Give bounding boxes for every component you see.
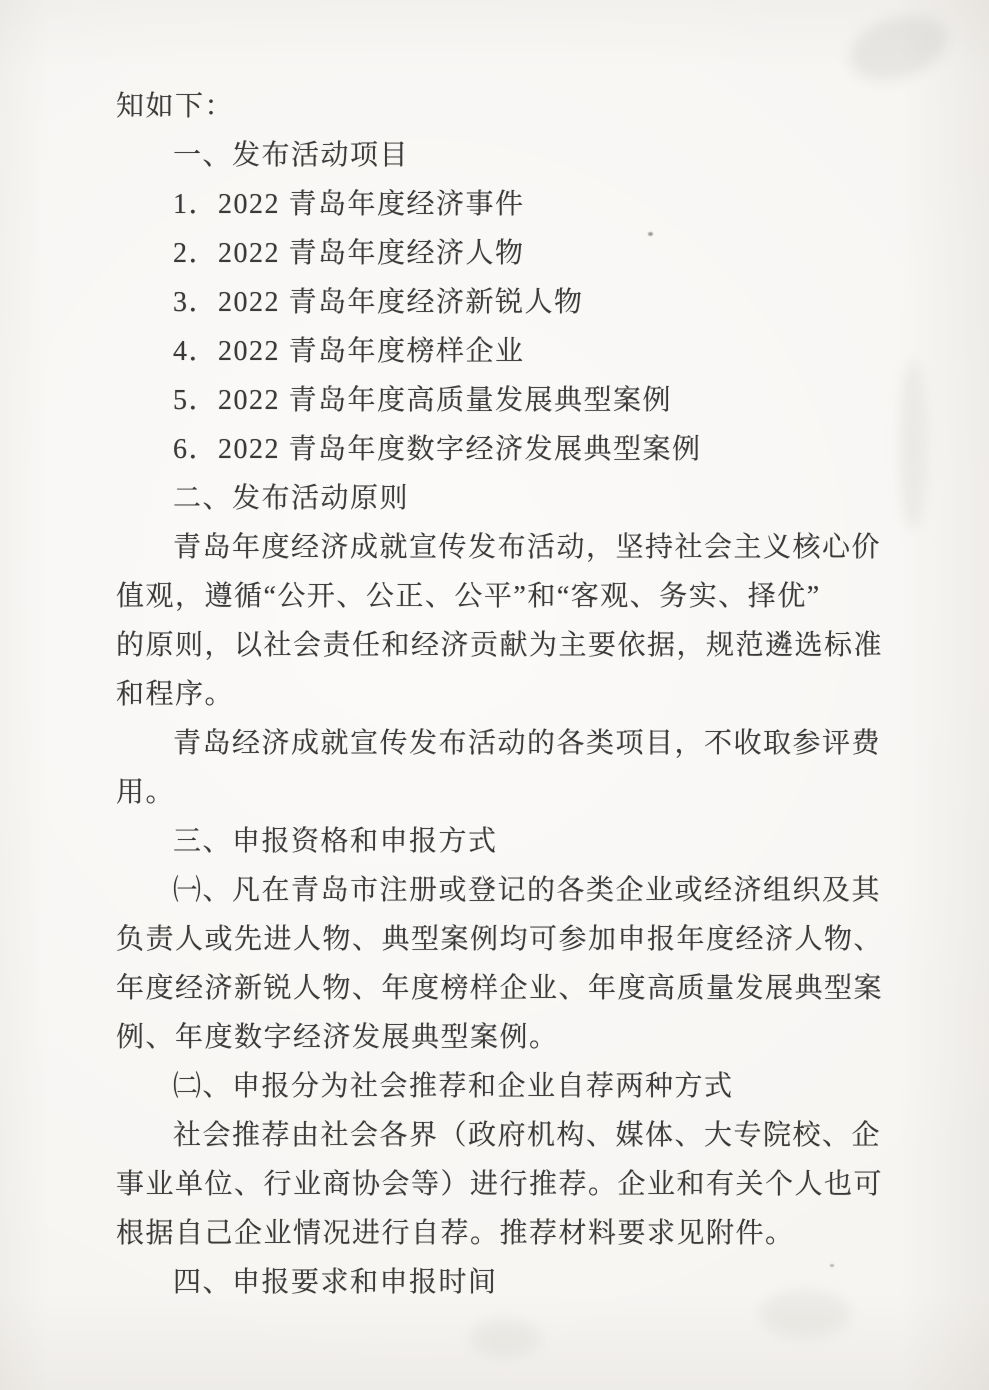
text-line: 值观，遵循“公开、公正、公平”和“客观、务实、择优” <box>116 581 821 612</box>
document-body <box>116 82 906 1307</box>
text-line: 青岛年度经济成就宣传发布活动，坚持社会主义核心价 <box>173 532 882 563</box>
text-line: 的原则，以社会责任和经济贡献为主要依据，规范遴选标准 <box>116 630 884 661</box>
text-line: 2．2022 青岛年度经济人物 <box>173 238 525 269</box>
text-line: 6．2022 青岛年度数字经济发展典型案例 <box>173 434 702 465</box>
text-line: 1．2022 青岛年度经济事件 <box>173 189 525 220</box>
text-line: 和程序。 <box>116 679 235 710</box>
text-line: 用。 <box>116 777 176 808</box>
text-line: 一、发布活动项目 <box>173 140 410 171</box>
text-line: 5．2022 青岛年度高质量发展典型案例 <box>173 385 673 416</box>
scan-smudge <box>470 1320 540 1356</box>
text-line: 二、发布活动原则 <box>173 483 410 514</box>
text-line: 4．2022 青岛年度榜样企业 <box>173 336 525 367</box>
text-line: 事业单位、行业商协会等）进行推荐。企业和有关个人也可 <box>116 1169 884 1200</box>
text-line: ㈠、凡在青岛市注册或登记的各类企业或经济组织及其 <box>173 875 882 906</box>
text-line: 四、申报要求和申报时间 <box>173 1267 498 1298</box>
text-line: 年度经济新锐人物、年度榜样企业、年度高质量发展典型案 <box>116 973 884 1004</box>
text-line: 社会推荐由社会各界（政府机构、媒体、大专院校、企 <box>173 1120 882 1151</box>
text-line: 3．2022 青岛年度经济新锐人物 <box>173 287 584 318</box>
text-line: 三、申报资格和申报方式 <box>173 826 498 857</box>
text-line: 根据自己企业情况进行自荐。推荐材料要求见附件。 <box>116 1218 795 1249</box>
text-line: 青岛经济成就宣传发布活动的各类项目，不收取参评费 <box>173 728 882 759</box>
text-line: 负责人或先进人物、典型案例均可参加申报年度经济人物、 <box>116 924 884 955</box>
text-line: 知如下： <box>116 91 235 122</box>
scan-smudge <box>841 4 955 92</box>
text-line: ㈡、申报分为社会推荐和企业自荐两种方式 <box>173 1071 734 1102</box>
text-line: 例、年度数字经济发展典型案例。 <box>116 1022 559 1053</box>
